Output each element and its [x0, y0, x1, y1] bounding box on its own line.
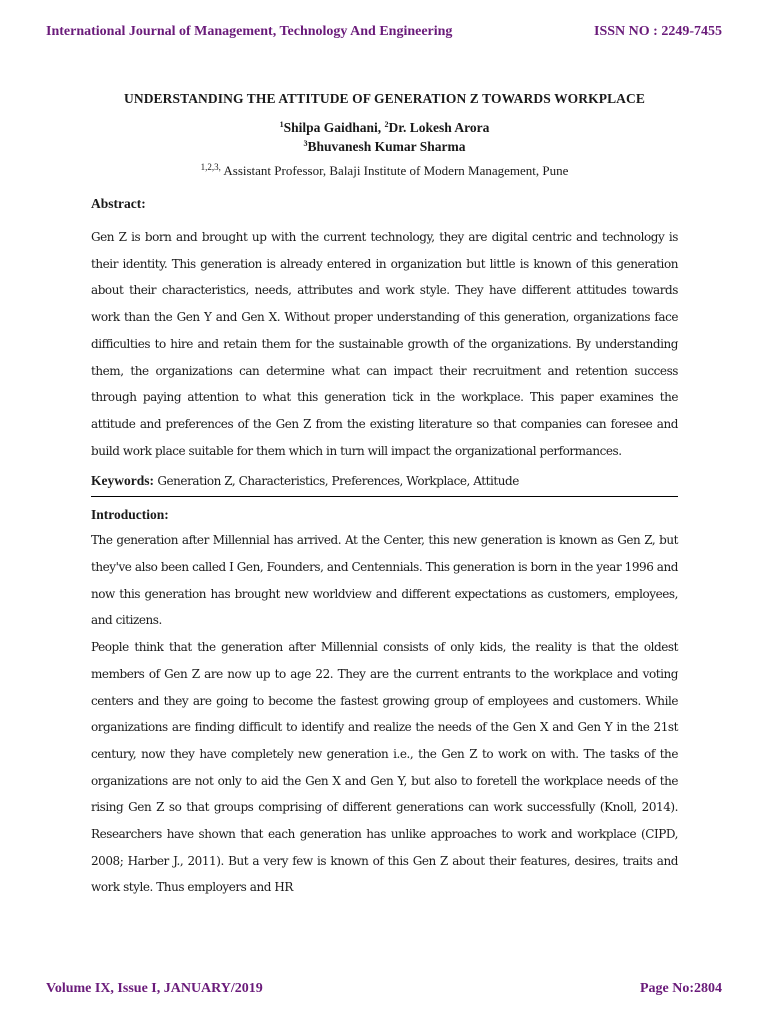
- introduction-heading: Introduction:: [91, 507, 169, 523]
- author-1-index: 1: [279, 120, 284, 129]
- author-line-1: [91, 117, 678, 136]
- paper-body: [91, 91, 678, 901]
- affiliation-index: 1,2,3,: [200, 162, 221, 172]
- author-2-index: 2: [384, 120, 389, 129]
- author-3-index: 3: [303, 139, 308, 148]
- keywords-label: Keywords:: [91, 473, 154, 489]
- introduction-paragraph-1: The generation after Millennial has arrived. At the Center, this new generation is known as Gen Z, but they've also been called I Gen, Founders, and Centennials. This generation is born in the year 1996 and now this generation has brought new worldview and different expectations as customers, employees, and citizens.: [91, 533, 678, 628]
- paper-title: UNDERSTANDING THE ATTITUDE OF GENERATION Z TOWARDS WORKPLACE: [124, 91, 645, 106]
- keywords-text: Generation Z, Characteristics, Preferences, Workplace, Attitude: [154, 474, 519, 489]
- abstract-heading: Abstract:: [91, 196, 146, 211]
- issn-number: ISSN NO : 2249-7455: [594, 24, 722, 39]
- affiliation-text: Assistant Professor, Balaji Institute of Modern Management, Pune: [220, 163, 569, 178]
- abstract-text: Gen Z is born and brought up with the current technology, they are digital centric and technology is their identity. This generation is already entered in organization but little is known of this generation about their characteristics, needs, attributes and work style. They have different attitudes towards work than the Gen Y and Gen X. Without proper understanding of this generation, organizations face difficulties to hire and retain them for the sustainable growth of the organizations. By understanding them, the organizations can determine what can impact their recruitment and retention success through paying attention to what this generation tick in the workplace. This paper examines the attitude and preferences of the Gen Z from the existing literature so that companies can foresee and build work place suitable for them which in turn will impact the organizational performances.: [91, 230, 678, 458]
- page-number: Page No:2804: [639, 981, 722, 996]
- keywords: [91, 473, 678, 489]
- journal-name: International Journal of Management, Technology And Engineering: [46, 24, 453, 39]
- author-2-name: Dr. Lokesh Arora: [388, 120, 490, 135]
- author-list: [91, 117, 678, 155]
- introduction-paragraph-2: People think that the generation after Millennial consists of only kids, the reality is that the oldest members of Gen Z are now up to age 22. They are the current entrants to the workplace and voting centers and they are going to become the fastest growing group of employees and customers. While organizations are finding difficult to identify and realize the needs of the Gen X and Gen Y in the 21st century, now they have completely new generation i.e., the Gen Z to work on with. The tasks of the organizations are not only to aid the Gen X and Gen Y, but also to foretell the workplace needs of the rising Gen Z so that groups comprising of different generations can work successfully (Knoll, 2014). Researchers have shown that each generation has unlike approaches to work and workplace (CIPD, 2008; Harber J., 2011). But a very few is known of this Gen Z about their features, desires, traits and work style. Thus employers and HR: [91, 640, 678, 895]
- affiliation: [91, 158, 678, 180]
- author-1-name: Shilpa Gaidhani,: [283, 120, 385, 135]
- volume-issue: Volume IX, Issue I, JANUARY/2019: [46, 981, 263, 996]
- section-divider: [91, 496, 678, 497]
- author-3-name: Bhuvanesh Kumar Sharma: [307, 139, 466, 154]
- author-line-2: [91, 136, 678, 155]
